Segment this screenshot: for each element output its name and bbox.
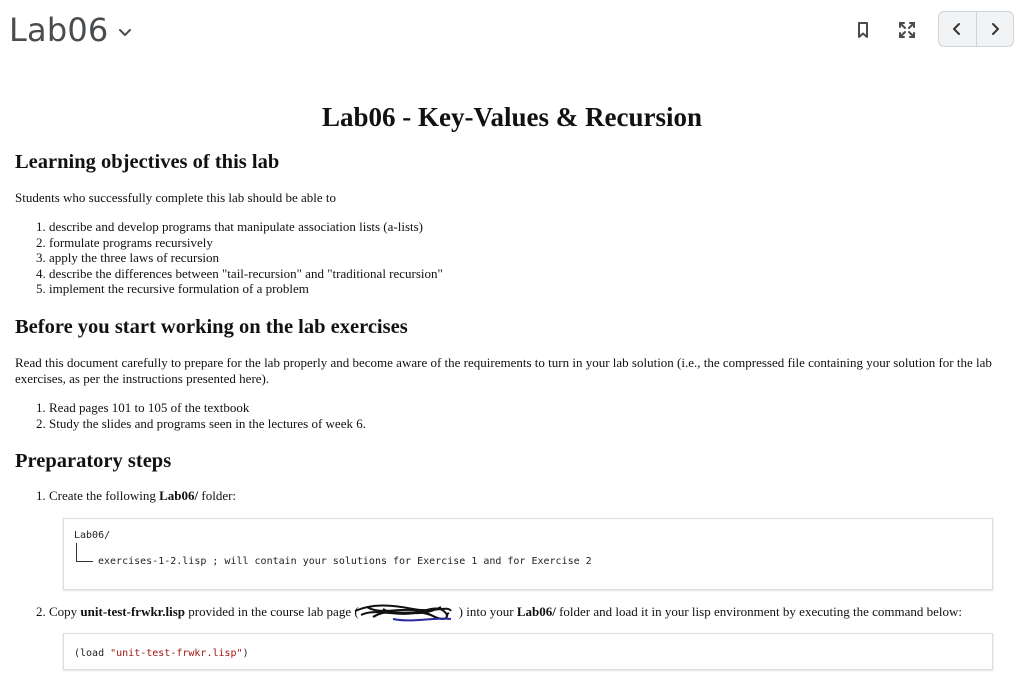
list-item: 1. Read pages 101 to 105 of the textbook <box>36 400 250 415</box>
document-title: Lab06 - Key-Values & Recursion <box>321 102 702 132</box>
objectives-list <box>36 219 443 297</box>
before-intro: Read this document carefully to prepare for the lab properly and become aware of the requirements to turn in your lab solution (i.e., the compressed file containing your solution for the lab exercises, as per the instructions presented here). <box>15 355 992 386</box>
list-item: 3. apply the three laws of recursion <box>36 250 220 265</box>
list-item: 1. describe and develop programs that manipulate association lists (a-lists) <box>36 219 424 234</box>
list-item: 5. implement the recursive formulation of a problem <box>36 281 309 296</box>
objectives-heading: Learning objectives of this lab <box>15 151 280 173</box>
prep-step-2: 2. Copy unit-test-frwkr.lisp provided in the course lab page ( ) into your Lab06/ folder and load it in your lisp environment by executing the command below: <box>36 604 962 619</box>
prep-step-1: 1. Create the following Lab06/ folder: <box>36 488 237 503</box>
redaction-scribble <box>359 605 459 619</box>
before-heading: Before you start working on the lab exercises <box>15 316 408 338</box>
load-command-code <box>63 633 993 670</box>
app-title: Lab06 <box>9 11 109 49</box>
list-item: 2. formulate programs recursively <box>36 234 213 250</box>
objectives-intro: Students who successfully complete this lab should be able to <box>15 190 336 205</box>
list-item: 2. Study the slides and programs seen in the lectures of week 6. <box>36 415 366 431</box>
tree-branch-line <box>76 543 77 562</box>
tree-branch-line <box>76 561 93 562</box>
before-list <box>36 400 366 431</box>
folder-tree-code <box>63 518 993 590</box>
tree-child: exercises-1-2.lisp ; will contain your solutions for Exercise 1 and for Exercise 2 <box>98 556 592 567</box>
tree-root: Lab06/ <box>74 530 111 541</box>
prep-heading: Preparatory steps <box>15 450 172 472</box>
list-item: 4. describe the differences between "tail-recursion" and "traditional recursion" <box>36 265 443 281</box>
load-command: (load "unit-test-frwkr.lisp") <box>74 648 249 659</box>
